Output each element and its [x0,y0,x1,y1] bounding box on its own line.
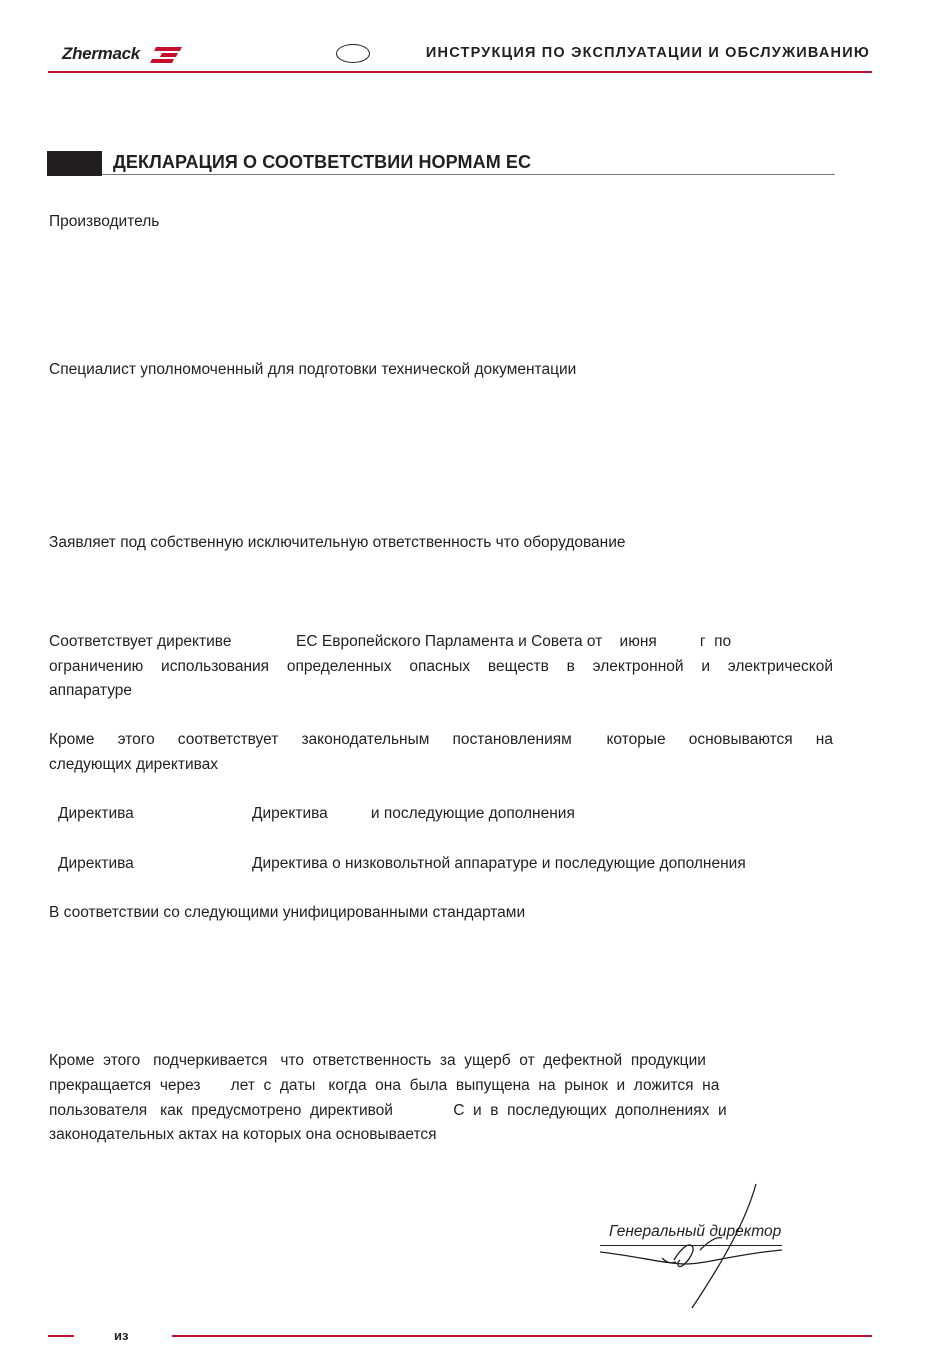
footer-rule [172,1335,872,1337]
language-oval-badge [336,44,370,63]
zhermack-logo-mark-icon [150,47,182,63]
section-underline [102,174,835,175]
directive-paragraph-line-3: аппаратуре [49,682,133,699]
list-item-1-text: Директива и последующие дополнения [252,805,575,822]
list-item-2-label: Директива [58,855,134,872]
directive-paragraph-line-1: Соответствует директиве ЕС Европейского Парламента и Совета от июня г по [49,633,732,650]
specialist-label: Специалист уполномоченный для подготовки технической документации [49,361,577,378]
header-rule [48,71,872,73]
signatory-title: Генеральный директор [609,1223,782,1240]
directive-paragraph-line-2: ограничению использования определенных опасных веществ в электронной и электрической [49,658,833,675]
list-item-1-label: Директива [58,805,134,822]
manufacturer-label: Производитель [49,213,160,230]
logo-stripe-top [154,47,182,51]
section-title: ДЕКЛАРАЦИЯ О СООТВЕТСТВИИ НОРМАМ ЕС [113,152,532,172]
list-item-2-text: Директива о низковольтной аппаратуре и последующие дополнения [252,855,746,872]
page-number-text: из [114,1328,129,1343]
liability-line-2: прекращается через лет с даты когда она была выпущена на рынок и ложится на [49,1077,720,1094]
also-complies-line-1: Кроме этого соответствует законодательным постановлениям которые основываются на [49,731,833,748]
liability-line-4: законодательных актах на которых она основывается [49,1126,437,1143]
zhermack-logo-text: Zhermack [62,44,140,63]
liability-line-3: пользователя как предусмотрено директивой С и в последующих дополнениях и [49,1102,727,1119]
logo-stripe-mid [160,53,178,57]
header-title: ИНСТРУКЦИЯ ПО ЭКСПЛУАТАЦИИ И ОБСЛУЖИВАНИЮ [425,45,870,61]
logo-stripe-bottom [150,59,174,63]
handwritten-signature-icon [596,1180,796,1320]
liability-line-1: Кроме этого подчеркивается что ответственность за ущерб от дефектной продукции [49,1052,706,1069]
declaration-statement: Заявляет под собственную исключительную ответственность что оборудование [49,534,626,551]
section-marker-block [47,151,102,176]
also-complies-line-2: следующих директивах [49,756,219,773]
standards-label: В соответствии со следующими унифицированными стандартами [49,904,526,921]
footer-left-rule [48,1335,74,1337]
